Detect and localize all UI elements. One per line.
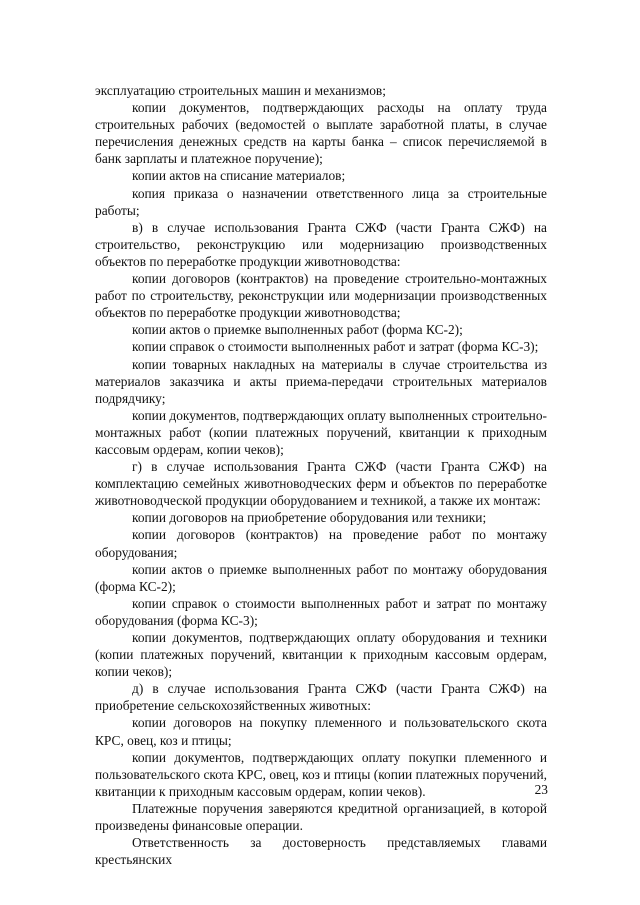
paragraph: копии справок о стоимости выполненных работ и затрат (форма КС-3); bbox=[132, 339, 539, 355]
paragraph: копии договоров на покупку племенного и пользовательского скота КРС, овец, коз и птицы; bbox=[95, 715, 547, 748]
paragraph: копии договоров (контрактов) на проведение работ по монтажу оборудования; bbox=[95, 527, 547, 560]
paragraph: копии документов, подтверждающих оплату покупки племенного и пользовательского скота КРС, овец, коз и птицы (копии платежных поручений, квитанции к приходным кассовым ордерам, копии чеков). bbox=[95, 749, 547, 799]
paragraph: копии документов, подтверждающих оплату оборудования и техники (копии платежных поручений, квитанции к приходным кассовым ордерам, копии чеков); bbox=[95, 630, 547, 680]
paragraph: в) в случае использования Гранта СЖФ (части Гранта СЖФ) на строительство, реконструкцию или модернизацию производственных объектов по переработке продукции животноводства: bbox=[95, 219, 547, 269]
paragraph: копии договоров на приобретение оборудования или техники; bbox=[132, 510, 487, 526]
paragraph: д) в случае использования Гранта СЖФ (части Гранта СЖФ) на приобретение сельскохозяйственных животных: bbox=[95, 681, 547, 714]
paragraph: Ответственность за достоверность представляемых главами крестьянских bbox=[95, 835, 547, 868]
paragraph: копии товарных накладных на материалы в случае строительства из материалов заказчика и акты приема-передачи строительных материалов подрядчику; bbox=[95, 356, 547, 406]
paragraph: Платежные поручения заверяются кредитной организацией, в которой произведены финансовые операции. bbox=[95, 800, 547, 834]
paragraph: копии документов, подтверждающих оплату выполненных строительно-монтажных работ (копии платежных поручений, квитанции к приходным кассовым ордерам, копии чеков); bbox=[95, 407, 547, 457]
paragraph: копии документов, подтверждающих расходы на оплату труда строительных рабочих (ведомостей о выплате заработной платы, в случае перечисления денежных средств на карты банка – список перечисляемой в банк зарплаты и платежное поручение); bbox=[95, 100, 547, 167]
paragraph: эксплуатацию строительных машин и механизмов; bbox=[95, 83, 386, 98]
document-body bbox=[95, 82, 547, 868]
paragraph: копия приказа о назначении ответственного лица за строительные работы; bbox=[95, 185, 547, 218]
page-number: 23 bbox=[534, 782, 548, 797]
paragraph: копии актов на списание материалов; bbox=[132, 168, 346, 184]
paragraph: копии договоров (контрактов) на проведение строительно-монтажных работ по строительству, реконструкции или модернизации производственных объектов по переработке продукции животноводства; bbox=[95, 271, 547, 321]
paragraph: копии справок о стоимости выполненных работ и затрат по монтажу оборудования (форма КС-3); bbox=[95, 595, 547, 628]
paragraph: копии актов о приемке выполненных работ (форма КС-2); bbox=[132, 322, 463, 338]
paragraph: г) в случае использования Гранта СЖФ (части Гранта СЖФ) на комплектацию семейных животноводческих ферм и объектов по переработке животноводческой продукции оборудованием и техникой, а также их монтаж: bbox=[95, 459, 547, 509]
paragraph: копии актов о приемке выполненных работ по монтажу оборудования (форма КС-2); bbox=[95, 561, 547, 594]
